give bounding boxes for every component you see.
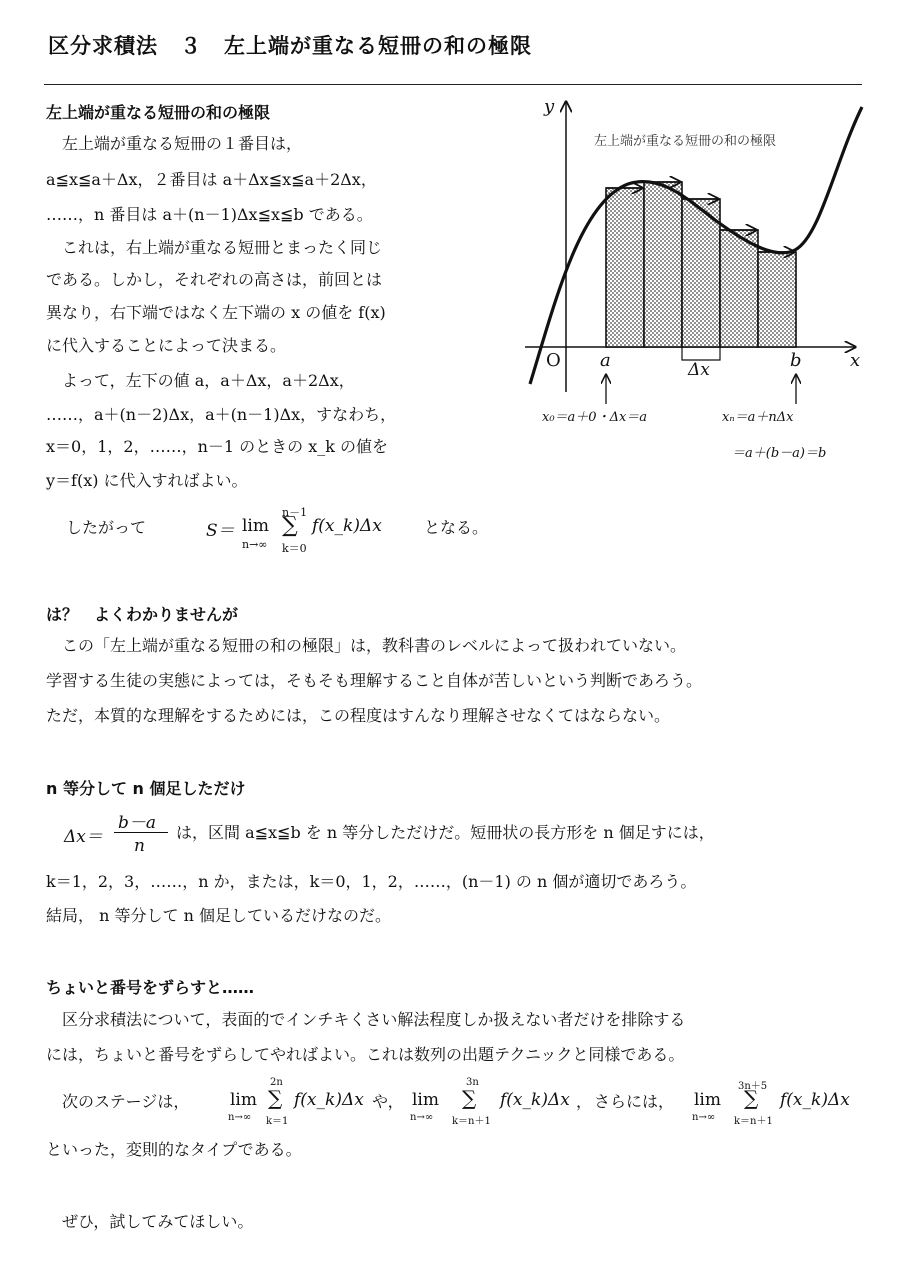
- sum-top: n－1: [282, 506, 308, 519]
- section2-heading: は？ よくわかりませんが: [46, 605, 239, 624]
- s3-line-2: k＝1，2，3，……，n か，または，k＝0，1，2，……，(n－1) の n 個が適切であろう。: [46, 872, 697, 891]
- s1-line-8: よって，左下の値 a，a＋Δx，a＋2Δx，: [46, 371, 355, 390]
- sigma-icon: ∑: [282, 513, 298, 538]
- xn-equation-2: ＝a＋(b－a)＝b: [732, 446, 827, 461]
- section1-heading: 左上端が重なる短冊の和の極限: [46, 103, 271, 122]
- s1-line-5: である。しかし，それぞれの高さは，前回とは: [46, 270, 383, 289]
- riemann-figure: [520, 92, 870, 472]
- summand-2: f(x_k)Δx: [500, 1090, 570, 1110]
- figure-caption: 左上端が重なる短冊の和の極限: [594, 134, 777, 149]
- summand-1: f(x_k)Δx: [294, 1090, 364, 1110]
- frac-numerator: b－a: [118, 813, 157, 833]
- frac-denominator: n: [134, 836, 145, 856]
- y-axis-label: y: [544, 96, 555, 117]
- summand-3: f(x_k)Δx: [780, 1090, 850, 1110]
- s4-line-1: 区分求積法について，表面的でインチキくさい解法程度しか扱えない者だけを排除する: [46, 1010, 686, 1029]
- strip-rect-2: [644, 182, 682, 347]
- s1-line-11: y＝f(x) に代入すればよい。: [46, 471, 248, 490]
- section3-heading: n 等分して n 個足しただけ: [46, 779, 246, 798]
- sum1-top: 2n: [270, 1077, 283, 1088]
- s1-line-9: ……，a＋(n－2)Δx，a＋(n－1)Δx，すなわち，: [46, 405, 397, 424]
- x-axis-label: x: [850, 350, 861, 371]
- sum1-bottom: k＝1: [266, 1116, 289, 1127]
- dx-label: Δx: [688, 360, 710, 380]
- s1-line-4: これは，右上端が重なる短冊とまったく同じ: [46, 238, 383, 257]
- s1-line-10: x＝0，1，2，……，n－1 のときの x_k の値を: [46, 437, 389, 456]
- strip-rect-4: [720, 230, 758, 347]
- sum-bottom: k＝0: [282, 542, 307, 555]
- b-label: b: [790, 350, 802, 371]
- s1-line-3: ……，n 番目は a＋(n－1)Δx≦x≦b である。: [46, 205, 373, 224]
- s3-line-3: 結局， n 等分して n 個足しているだけなのだ。: [46, 906, 391, 925]
- dx-lhs: Δx＝: [64, 827, 103, 847]
- sigma-icon: ∑: [744, 1086, 759, 1110]
- next-stage-text: 次のステージは，: [46, 1092, 190, 1111]
- sum3-top: 3n＋5: [738, 1081, 768, 1092]
- xn-equation-1: xₙ＝a＋nΔx: [722, 410, 794, 425]
- lim-1: lim: [230, 1090, 257, 1110]
- sigma-icon: ∑: [268, 1086, 283, 1110]
- naru-text: となる。: [424, 518, 489, 537]
- ya-text: や，: [372, 1092, 404, 1111]
- comma-text: ，: [576, 1092, 593, 1111]
- dx-bracket: [682, 347, 720, 360]
- s1-line-6: 異なり，右下端ではなく左下端の x の値を f(x): [46, 303, 386, 322]
- s2-line-1: この「左上端が重なる短冊の和の極限」は，教科書のレベルによって扱われていない。: [46, 636, 687, 655]
- x0-equation: x₀＝a＋0・Δx＝a: [542, 410, 648, 425]
- s1-line-7: に代入することによって決まる。: [46, 336, 287, 355]
- s2-line-2: 学習する生徒の実態によっては，そもそも理解すること自体が苦しいという判断であろう。: [46, 671, 703, 690]
- lim-1-sub: n→∞: [228, 1112, 252, 1123]
- sigma-icon: ∑: [462, 1086, 477, 1110]
- s3-line-1: は，区間 a≦x≦b を n 等分しただけだ。短冊状の長方形を n 個足すには，: [176, 823, 715, 842]
- lim-3-sub: n→∞: [692, 1112, 716, 1123]
- therefore-text: したがって: [66, 518, 147, 537]
- page-title: 区分求積法 ３ 左上端が重なる短冊の和の極限: [48, 34, 532, 58]
- a-label: a: [600, 350, 611, 371]
- formula-summand: f(x_k)Δx: [312, 516, 382, 536]
- strip-rect-1: [606, 188, 644, 347]
- closing-line: ぜひ，試してみてほしい。: [46, 1212, 254, 1231]
- s4-line-2: には，ちょいと番号をずらしてやればよい。これは数列の出題テクニックと同様である。: [46, 1045, 685, 1064]
- lim-2-sub: n→∞: [410, 1112, 434, 1123]
- origin-label: O: [546, 350, 561, 371]
- lim-3: lim: [694, 1090, 721, 1110]
- sum2-top: 3n: [466, 1077, 479, 1088]
- title-rule: [44, 84, 862, 85]
- formula-s-lhs: S＝: [206, 521, 235, 541]
- s1-line-2: a≦x≦a＋Δx，２番目は a＋Δx≦x≦a＋2Δx，: [46, 170, 377, 189]
- section4-heading: ちょいと番号をずらすと……: [46, 978, 255, 997]
- sum2-bottom: k＝n＋1: [452, 1116, 491, 1127]
- sarani-text: さらには，: [594, 1092, 675, 1111]
- lim-2: lim: [412, 1090, 439, 1110]
- s1-line-1: 左上端が重なる短冊の１番目は，: [46, 134, 303, 153]
- formula-lim: lim: [242, 516, 269, 536]
- s4-last-line: といった，変則的なタイプである。: [46, 1140, 302, 1159]
- strip-rect-5: [758, 252, 796, 347]
- s2-line-3: ただ，本質的な理解をするためには，この程度はすんなり理解させなくてはならない。: [46, 706, 671, 725]
- formula-lim-sub: n→∞: [242, 538, 268, 551]
- frac-bar: [114, 832, 168, 833]
- sum3-bottom: k＝n＋1: [734, 1116, 773, 1127]
